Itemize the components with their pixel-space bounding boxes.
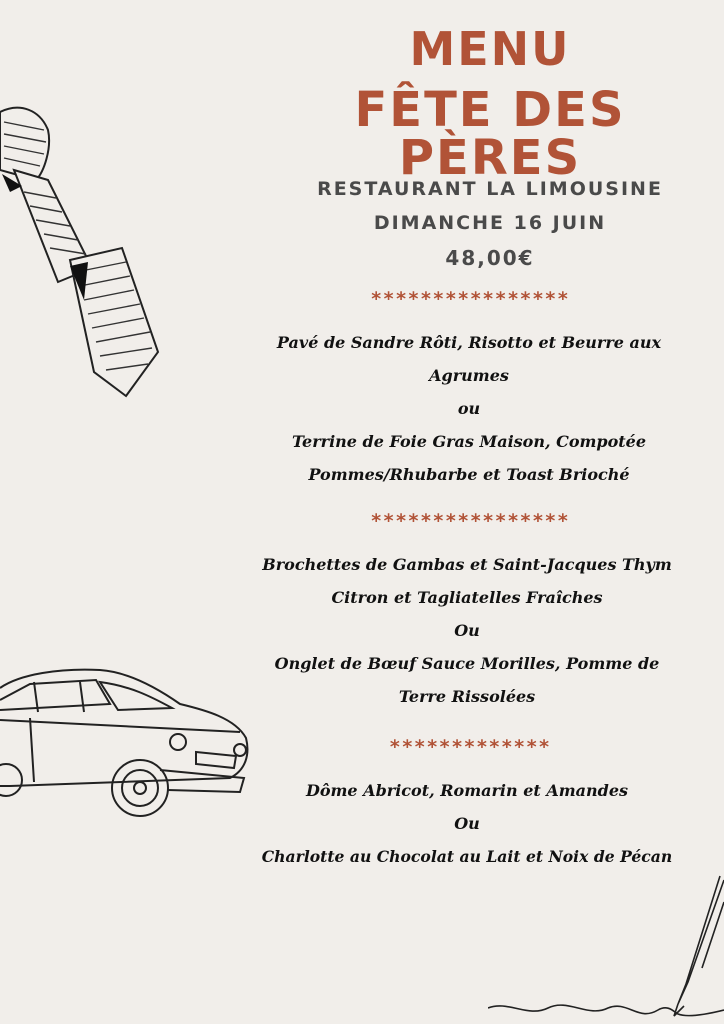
starter-option-2-line-1: Terrine de Foie Gras Maison, Compotée — [291, 432, 647, 451]
necktie-icon — [0, 100, 170, 410]
main-option-2-line-1: Onglet de Bœuf Sauce Morilles, Pomme de — [274, 654, 660, 673]
starter-option-1-line-2: Agrumes — [429, 366, 509, 385]
menu-title: MENU — [409, 22, 571, 76]
main-option-2-line-2: Terre Rissolées — [398, 687, 536, 706]
starter-option-2-line-2: Pommes/Rhubarbe et Toast Brioché — [308, 465, 630, 484]
separator-desserts: ************* — [389, 736, 551, 758]
starter-option-1-line-1: Pavé de Sandre Rôti, Risotto et Beurre aux — [276, 333, 662, 352]
dessert-option-2: Charlotte au Chocolat au Lait et Noix de Pécan — [261, 847, 673, 866]
main-option-1-line-2: Citron et Tagliatelles Fraîches — [331, 588, 603, 607]
separator-mains: **************** — [370, 510, 570, 532]
restaurant-name: RESTAURANT LA LIMOUSINE — [317, 178, 663, 200]
fountain-pen-icon — [488, 872, 724, 1024]
event-title: FÊTE DES PÈRES — [354, 82, 626, 186]
event-date: DIMANCHE 16 JUIN — [373, 212, 607, 234]
menu-price: 48,00€ — [445, 246, 535, 270]
dessert-or: Ou — [454, 814, 480, 833]
starter-or: ou — [457, 399, 481, 418]
dessert-option-1: Dôme Abricot, Romarin et Amandes — [305, 781, 629, 800]
main-or: Ou — [454, 621, 480, 640]
main-option-1-line-1: Brochettes de Gambas et Saint-Jacques Thym — [262, 555, 672, 574]
separator-starters: **************** — [370, 288, 570, 310]
